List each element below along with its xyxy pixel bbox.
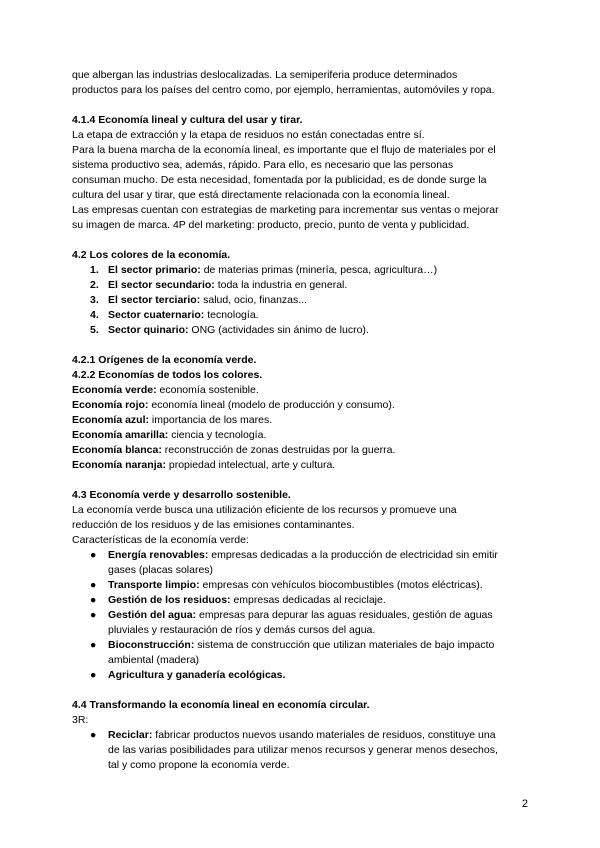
bullet-icon: ● [90,579,97,591]
item-label: Economía azul: [72,414,150,426]
economy-color-line [72,398,532,413]
item-text: empresas con vehículos biocombustibles (motos eléctricas). [199,579,483,591]
list-item [72,293,532,308]
item-text: de las varias posibilidades para utilizar menos recursos y generar menos desechos, [108,744,498,756]
paragraph-line: La economía verde busca una utilización eficiente de los recursos y promueve una [72,504,457,516]
economy-color-line [72,428,532,443]
section-heading-4-2-2: 4.2.2 Economías de todos los colores. [72,369,263,381]
item-text: ONG (actividades sin ánimo de lucro). [188,324,369,336]
list-number: 1. [90,264,99,276]
economy-color-line [72,413,532,428]
list-item [72,638,532,668]
item-text: gases (placas solares) [108,564,214,576]
paragraph-line: consuman mucho. De esta necesidad, fomentada por la publicidad, es de donde surge la [72,174,487,186]
bullet-icon: ● [90,639,97,651]
economy-color-line [72,383,532,398]
page-number: 2 [521,798,528,810]
section-heading-4-2: 4.2 Los colores de la economía. [72,249,231,261]
bullet-icon: ● [90,549,97,561]
item-text: propiedad intelectual, arte y cultura. [165,459,336,471]
economy-color-line [72,443,532,458]
bullet-icon: ● [90,729,97,741]
list-item [72,578,532,593]
item-text: economía sostenible. [156,384,259,396]
item-text: toda la industria en general. [214,279,348,291]
item-label: Economía naranja: [72,459,166,471]
green-economy-list [72,548,532,683]
subheading: 3R: [72,714,89,726]
section-heading-4-2-1: 4.2.1 Orígenes de la economía verde. [72,354,257,366]
sector-list [72,263,532,338]
paragraph-line: Para la buena marcha de la economía lineal, es importante que el flujo de materiales por el [72,144,496,156]
list-item [72,323,532,338]
list-item [72,608,532,638]
intro-line: que albergan las industrias deslocalizadas. La semiperiferia produce determinados [72,69,458,81]
item-text: ambiental (madera) [108,654,200,666]
item-text: tal y como propone la economía verde. [108,759,290,771]
list-number: 4. [90,309,99,321]
item-label: El sector primario: [108,264,201,276]
item-label: Gestión de los residuos: [108,594,231,606]
item-text: reconstrucción de zonas destruidas por la guerra. [161,444,396,456]
list-item [72,278,532,293]
list-number: 5. [90,324,99,336]
list-item [72,548,532,578]
bullet-icon: ● [90,669,97,681]
item-text: de materias primas (minería, pesca, agricultura…) [200,264,438,276]
list-number: 3. [90,294,99,306]
item-label: Reciclar: [108,729,153,741]
item-label: Gestión del agua: [108,609,197,621]
item-text: tecnología. [204,309,259,321]
item-text: ciencia y tecnología. [168,429,267,441]
list-item [72,728,532,773]
paragraph-line: cultura del usar y tirar, que está directamente relacionada con la economía lineal. [72,189,450,201]
item-text: importancia de los mares. [149,414,273,426]
item-label: Economía blanca: [72,444,162,456]
item-label: Transporte limpio: [108,579,200,591]
item-text: pluviales y restauración de ríos y demás cursos del agua. [108,624,376,636]
item-text: empresas dedicadas al reciclaje. [230,594,386,606]
list-item [72,263,532,278]
paragraph-line: Características de la economía verde: [72,534,249,546]
item-label: Bioconstrucción: [108,639,195,651]
document-page [72,68,532,773]
item-text: salud, ocio, finanzas... [200,294,308,306]
economy-color-line [72,458,532,473]
list-item [72,593,532,608]
item-label: Economía rojo: [72,399,149,411]
paragraph-line: su imagen de marca. 4P del marketing: producto, precio, punto de venta y publicidad. [72,219,470,231]
section-heading-4-1-4: 4.1.4 Economía lineal y cultura del usar y tirar. [72,114,303,126]
item-text: fabricar productos nuevos usando materiales de residuos, constituye una [152,729,496,741]
paragraph-line: sistema productivo sea, además, rápido. Para ello, es necesario que las personas [72,159,454,171]
paragraph-line: La etapa de extracción y la etapa de residuos no están conectadas entre sí. [72,129,425,141]
section-heading-4-4: 4.4 Transformando la economía lineal en economía circular. [72,699,370,711]
bullet-icon: ● [90,609,97,621]
bullet-icon: ● [90,594,97,606]
item-label: Economía verde: [72,384,157,396]
item-label: Sector cuaternario: [108,309,205,321]
list-item [72,668,532,683]
item-text: economía lineal (modelo de producción y consumo). [148,399,395,411]
item-label: Sector quinario: [108,324,189,336]
item-text: sistema de construcción que utilizan materiales de bajo impacto [194,639,495,651]
item-label: El sector secundario: [108,279,215,291]
paragraph-line: Las empresas cuentan con estrategias de marketing para incrementar sus ventas o mejorar [72,204,499,216]
paragraph-line: reducción de los residuos y de las emisiones contaminantes. [72,519,355,531]
item-label: Agricultura y ganadería ecológicas. [108,669,286,681]
three-r-list [72,728,532,773]
intro-line: productos para los países del centro como, por ejemplo, herramientas, automóviles y ropa. [72,84,495,96]
section-heading-4-3: 4.3 Economía verde y desarrollo sostenible. [72,489,291,501]
list-item [72,308,532,323]
item-label: Economía amarilla: [72,429,169,441]
item-text: empresas dedicadas a la producción de electricidad sin emitir [208,549,498,561]
item-label: Energía renovables: [108,549,209,561]
item-label: El sector terciario: [108,294,201,306]
list-number: 2. [90,279,99,291]
item-text: empresas para depurar las aguas residuales, gestión de aguas [196,609,493,621]
